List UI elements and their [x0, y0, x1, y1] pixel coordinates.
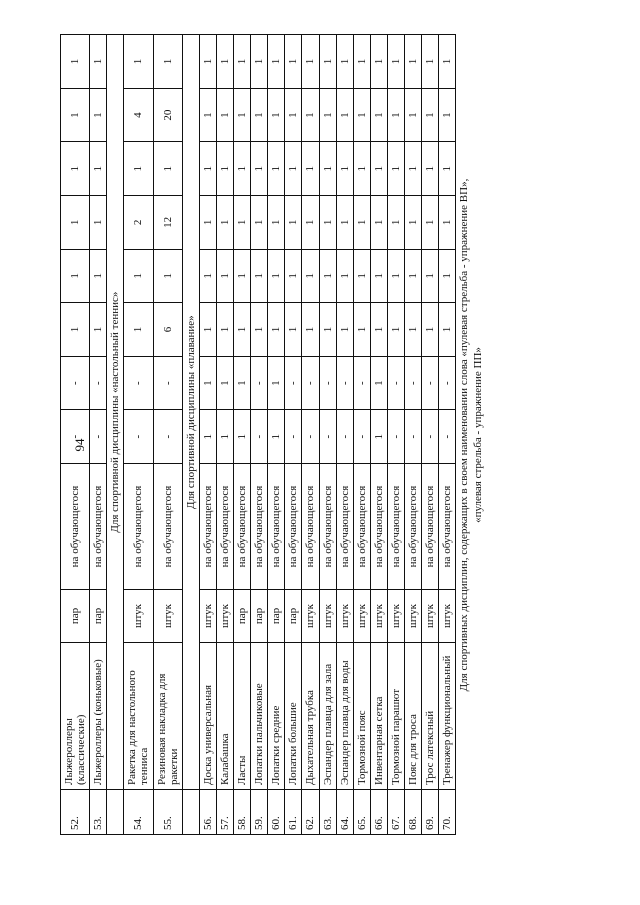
row-number: 56. [199, 790, 216, 835]
footer-note [456, 35, 486, 835]
item-name: Трос латексный [422, 643, 439, 790]
section-swim [182, 35, 199, 835]
quantity-cell: 1 [422, 303, 439, 357]
quantity-cell: 1 [61, 196, 90, 250]
item-name: Лопатки средние [268, 643, 285, 790]
quantity-cell: - [153, 356, 182, 410]
quantity-cell: 1 [387, 196, 404, 250]
quantity-cell: 1 [199, 196, 216, 250]
quantity-cell: 1 [251, 35, 268, 89]
calculation-unit: на обучающегося [124, 464, 153, 590]
unit-of-measure: штук [336, 590, 353, 643]
quantity-cell: 4 [124, 88, 153, 142]
table-row [387, 35, 404, 835]
calculation-unit: на обучающегося [422, 464, 439, 590]
quantity-cell: 1 [353, 142, 370, 196]
row-number: 58. [234, 790, 251, 835]
section-row [107, 35, 124, 835]
unit-of-measure: штук [387, 590, 404, 643]
quantity-cell: - [404, 410, 421, 464]
quantity-cell: 1 [153, 35, 182, 89]
quantity-cell: 1 [404, 88, 421, 142]
quantity-cell: 1 [251, 88, 268, 142]
row-number: 69. [422, 790, 439, 835]
row-number: 70. [439, 790, 456, 835]
calculation-unit: на обучающегося [251, 464, 268, 590]
quantity-cell: 1 [199, 356, 216, 410]
quantity-cell: 1 [353, 303, 370, 357]
quantity-cell: 1 [216, 249, 233, 303]
quantity-cell: 1 [404, 142, 421, 196]
calculation-unit: на обучающегося [234, 464, 251, 590]
quantity-cell: 1 [234, 196, 251, 250]
quantity-cell: - [353, 356, 370, 410]
item-name: Доска универсальная [199, 643, 216, 790]
unit-of-measure: пар [285, 590, 302, 643]
table-row [199, 35, 216, 835]
quantity-cell: 1 [319, 88, 336, 142]
quantity-cell: 1 [285, 249, 302, 303]
item-name: Тренажер функциональный [439, 643, 456, 790]
quantity-cell: 1 [404, 196, 421, 250]
calculation-unit: на обучающегося [90, 464, 107, 590]
calculation-unit: на обучающегося [404, 464, 421, 590]
quantity-cell: 1 [268, 35, 285, 89]
quantity-cell: - [336, 356, 353, 410]
unit-of-measure: пар [90, 590, 107, 643]
item-name: Тормозной парашют [387, 643, 404, 790]
quantity-cell: 1 [216, 410, 233, 464]
quantity-cell: 1 [285, 35, 302, 89]
row-number: 52. [61, 790, 90, 835]
row-number: 60. [268, 790, 285, 835]
quantity-cell: 1 [319, 196, 336, 250]
quantity-cell: 1 [90, 88, 107, 142]
quantity-cell: 1 [353, 196, 370, 250]
quantity-cell: - [302, 356, 319, 410]
row-number: 62. [302, 790, 319, 835]
quantity-cell: 1 [234, 356, 251, 410]
quantity-cell: 1 [404, 35, 421, 89]
quantity-cell: 1 [90, 196, 107, 250]
unit-of-measure: штук [153, 590, 182, 643]
quantity-cell: - [422, 410, 439, 464]
quantity-cell: - [302, 410, 319, 464]
section-num-cell [107, 790, 124, 835]
quantity-cell: 1 [302, 88, 319, 142]
quantity-cell: 1 [387, 35, 404, 89]
quantity-cell: 1 [439, 303, 456, 357]
quantity-cell: 1 [268, 142, 285, 196]
quantity-cell: 1 [61, 88, 90, 142]
quantity-cell: 1 [422, 249, 439, 303]
section-tennis [107, 35, 124, 835]
quantity-cell: - [336, 410, 353, 464]
quantity-cell: 1 [353, 249, 370, 303]
calculation-unit: на обучающегося [387, 464, 404, 590]
row-number: 55. [153, 790, 182, 835]
unit-of-measure: пар [234, 590, 251, 643]
quantity-cell: 1 [124, 249, 153, 303]
quantity-cell: 1 [268, 196, 285, 250]
quantity-cell: 1 [387, 88, 404, 142]
quantity-cell: 1 [319, 142, 336, 196]
calculation-unit: на обучающегося [216, 464, 233, 590]
quantity-cell: 1 [336, 142, 353, 196]
quantity-cell: - [387, 356, 404, 410]
quantity-cell: 1 [90, 303, 107, 357]
quantity-cell: 1 [336, 35, 353, 89]
section-title-swim: Для спортивной дисциплины «плавание» [182, 35, 199, 790]
quantity-cell: 1 [302, 303, 319, 357]
quantity-cell: 1 [439, 35, 456, 89]
unit-of-measure: штук [353, 590, 370, 643]
quantity-cell: 1 [353, 35, 370, 89]
row-number: 65. [353, 790, 370, 835]
quantity-cell: 1 [268, 303, 285, 357]
quantity-cell: 1 [153, 142, 182, 196]
quantity-cell: 1 [319, 249, 336, 303]
quantity-cell: 1 [199, 249, 216, 303]
quantity-cell: - [319, 410, 336, 464]
quantity-cell: - [319, 356, 336, 410]
item-name: Тормозной пояс [353, 643, 370, 790]
quantity-cell: 1 [302, 196, 319, 250]
calculation-unit: на обучающегося [319, 464, 336, 590]
quantity-cell: - [90, 410, 107, 464]
quantity-cell: 1 [251, 249, 268, 303]
quantity-cell: 1 [370, 410, 387, 464]
unit-of-measure: штук [439, 590, 456, 643]
quantity-cell: 1 [216, 356, 233, 410]
quantity-cell: 1 [319, 303, 336, 357]
table-row [124, 35, 153, 835]
rotated-page-content [60, 35, 580, 835]
quantity-cell: 1 [336, 249, 353, 303]
quantity-cell: 1 [336, 196, 353, 250]
quantity-cell: 1 [268, 88, 285, 142]
table-row [234, 35, 251, 835]
quantity-cell: 1 [422, 88, 439, 142]
table-row [422, 35, 439, 835]
table-row [370, 35, 387, 835]
quantity-cell: 1 [199, 303, 216, 357]
table-row [319, 35, 336, 835]
quantity-cell: 1 [90, 35, 107, 89]
quantity-cell: 1 [61, 35, 90, 89]
quantity-cell: 1 [61, 142, 90, 196]
item-name: Резиновая накладка для ракетки [153, 643, 182, 790]
quantity-cell: 1 [336, 88, 353, 142]
item-name: Ракетка для настольного тенниса [124, 643, 153, 790]
quantity-cell: 1 [285, 88, 302, 142]
quantity-cell: 1 [268, 410, 285, 464]
quantity-cell: - [285, 356, 302, 410]
quantity-cell: 1 [251, 303, 268, 357]
item-name: Эспандер плавца для зала [319, 643, 336, 790]
quantity-cell: 1 [353, 88, 370, 142]
calculation-unit: на обучающегося [439, 464, 456, 590]
quantity-cell: 1 [302, 249, 319, 303]
quantity-cell: 1 [90, 249, 107, 303]
quantity-cell: - [422, 356, 439, 410]
quantity-cell: 1 [234, 35, 251, 89]
table-row [353, 35, 370, 835]
quantity-cell: 1 [319, 35, 336, 89]
quantity-cell: 1 [268, 249, 285, 303]
rows-top [61, 35, 107, 835]
quantity-cell: 1 [216, 196, 233, 250]
quantity-cell: 1 [234, 142, 251, 196]
page-number: 94 [72, 438, 87, 452]
row-number: 68. [404, 790, 421, 835]
section-title-tennis: Для спортивной дисциплины «настольный теннис» [107, 35, 124, 790]
quantity-cell: 1 [199, 88, 216, 142]
footer-line-1: Для спортивных дисциплин, содержащих в своем наименовании слова «пулевая стрельба - упражнение ВП», [458, 178, 471, 692]
quantity-cell: 2 [124, 196, 153, 250]
quantity-cell: 1 [216, 35, 233, 89]
item-name: Пояс для троса [404, 643, 421, 790]
unit-of-measure: штук [302, 590, 319, 643]
quantity-cell: - [61, 410, 90, 464]
quantity-cell: - [251, 356, 268, 410]
quantity-cell: - [124, 410, 153, 464]
unit-of-measure: штук [199, 590, 216, 643]
quantity-cell: 1 [216, 88, 233, 142]
quantity-cell: 1 [439, 88, 456, 142]
table-row [439, 35, 456, 835]
table-row [61, 35, 90, 835]
row-number: 66. [370, 790, 387, 835]
table-row [268, 35, 285, 835]
unit-of-measure: штук [124, 590, 153, 643]
quantity-cell: - [439, 410, 456, 464]
quantity-cell: 1 [216, 142, 233, 196]
table-row [90, 35, 107, 835]
footer-line-2: «пулевая стрельба - упражнение ПП» [472, 347, 484, 523]
item-name: Лопатки пальчиковые [251, 643, 268, 790]
quantity-cell: 1 [370, 249, 387, 303]
quantity-cell: - [251, 410, 268, 464]
table-row [251, 35, 268, 835]
quantity-cell: 1 [268, 356, 285, 410]
table-row [336, 35, 353, 835]
quantity-cell: 1 [199, 410, 216, 464]
quantity-cell: 1 [285, 196, 302, 250]
unit-of-measure: штук [370, 590, 387, 643]
quantity-cell: 1 [90, 142, 107, 196]
equipment-table [60, 34, 456, 835]
item-name: Инвентарная сетка [370, 643, 387, 790]
rows-tennis [124, 35, 182, 835]
unit-of-measure: штук [404, 590, 421, 643]
quantity-cell: 1 [370, 142, 387, 196]
row-number: 57. [216, 790, 233, 835]
calculation-unit: на обучающегося [268, 464, 285, 590]
item-name: Лыжероллеры (классические) [61, 643, 90, 790]
row-number: 54. [124, 790, 153, 835]
quantity-cell: 1 [61, 303, 90, 357]
calculation-unit: на обучающегося [336, 464, 353, 590]
calculation-unit: на обучающегося [285, 464, 302, 590]
quantity-cell: 1 [336, 303, 353, 357]
quantity-cell: 1 [387, 249, 404, 303]
quantity-cell: - [387, 410, 404, 464]
quantity-cell: 1 [302, 142, 319, 196]
quantity-cell: 1 [153, 249, 182, 303]
rotated-content-inner [60, 35, 580, 835]
quantity-cell: - [61, 356, 90, 410]
quantity-cell: 1 [387, 303, 404, 357]
quantity-cell: 1 [251, 196, 268, 250]
quantity-cell: 1 [370, 196, 387, 250]
quantity-cell: 1 [61, 249, 90, 303]
quantity-cell: 1 [234, 303, 251, 357]
quantity-cell: - [353, 410, 370, 464]
item-name: Лыжероллеры (коньковые) [90, 643, 107, 790]
quantity-cell: 1 [439, 196, 456, 250]
quantity-cell: 1 [124, 35, 153, 89]
quantity-cell: 1 [234, 249, 251, 303]
quantity-cell: - [404, 356, 421, 410]
unit-of-measure: штук [422, 590, 439, 643]
quantity-cell: - [439, 356, 456, 410]
unit-of-measure: штук [216, 590, 233, 643]
quantity-cell: 1 [404, 303, 421, 357]
quantity-cell: 1 [124, 303, 153, 357]
quantity-cell: 6 [153, 303, 182, 357]
row-number: 61. [285, 790, 302, 835]
quantity-cell: 1 [387, 142, 404, 196]
quantity-cell: 1 [285, 142, 302, 196]
quantity-cell: 1 [302, 35, 319, 89]
quantity-cell: - [124, 356, 153, 410]
quantity-cell: 1 [422, 35, 439, 89]
calculation-unit: на обучающегося [353, 464, 370, 590]
quantity-cell: - [153, 410, 182, 464]
quantity-cell: 1 [285, 303, 302, 357]
item-name: Дыхательная трубка [302, 643, 319, 790]
quantity-cell: 1 [370, 88, 387, 142]
quantity-cell: 1 [234, 410, 251, 464]
quantity-cell: 1 [234, 88, 251, 142]
unit-of-measure: пар [61, 590, 90, 643]
quantity-cell: 1 [404, 249, 421, 303]
unit-of-measure: штук [319, 590, 336, 643]
quantity-cell: 1 [422, 142, 439, 196]
section-num-cell [182, 790, 199, 835]
quantity-cell: 1 [422, 196, 439, 250]
table-row [302, 35, 319, 835]
quantity-cell: 1 [251, 142, 268, 196]
rows-swim [199, 35, 455, 835]
quantity-cell: 1 [199, 142, 216, 196]
quantity-cell: - [90, 356, 107, 410]
item-name: Калабашка [216, 643, 233, 790]
table-row [285, 35, 302, 835]
table-row [153, 35, 182, 835]
quantity-cell: - [285, 410, 302, 464]
calculation-unit: на обучающегося [370, 464, 387, 590]
row-number: 59. [251, 790, 268, 835]
calculation-unit: на обучающегося [61, 464, 90, 590]
unit-of-measure: пар [268, 590, 285, 643]
table-row [216, 35, 233, 835]
section-row [182, 35, 199, 835]
quantity-cell: 1 [370, 303, 387, 357]
row-number: 63. [319, 790, 336, 835]
quantity-cell: 1 [370, 356, 387, 410]
quantity-cell: 12 [153, 196, 182, 250]
calculation-unit: на обучающегося [302, 464, 319, 590]
quantity-cell: 1 [199, 35, 216, 89]
quantity-cell: 1 [439, 249, 456, 303]
row-number: 64. [336, 790, 353, 835]
quantity-cell: 1 [124, 142, 153, 196]
quantity-cell: 1 [370, 35, 387, 89]
table-row [404, 35, 421, 835]
row-number: 67. [387, 790, 404, 835]
quantity-cell: 20 [153, 88, 182, 142]
item-name: Эспандер плавца для воды [336, 643, 353, 790]
unit-of-measure: пар [251, 590, 268, 643]
item-name: Ласты [234, 643, 251, 790]
quantity-cell: 1 [439, 142, 456, 196]
quantity-cell: 1 [216, 303, 233, 357]
row-number: 53. [90, 790, 107, 835]
item-name: Лопатки большие [285, 643, 302, 790]
calculation-unit: на обучающегося [153, 464, 182, 590]
calculation-unit: на обучающегося [199, 464, 216, 590]
